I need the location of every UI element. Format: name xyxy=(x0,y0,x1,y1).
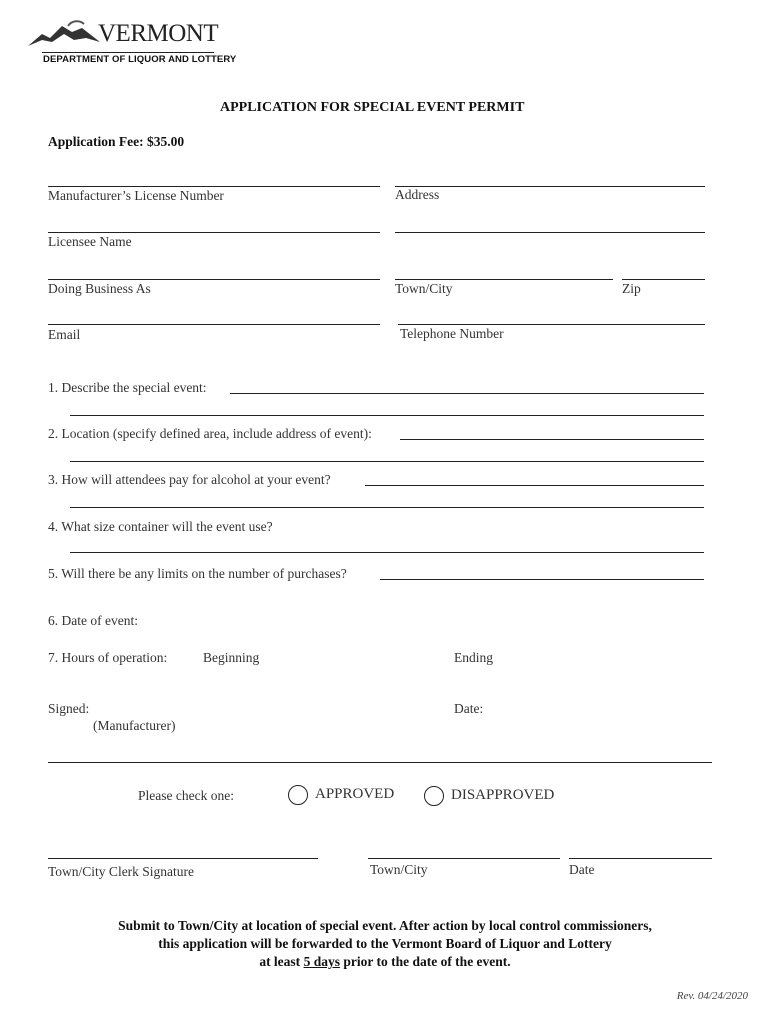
question-1-label: 1. Describe the special event: xyxy=(48,380,207,395)
question-3-label: 3. How will attendees pay for alcohol at your event? xyxy=(48,472,331,487)
doing-business-as-field[interactable] xyxy=(48,279,380,280)
telephone-field[interactable] xyxy=(398,324,705,325)
ending-label: Ending xyxy=(454,650,493,665)
disapproved-label: DISAPPROVED xyxy=(451,787,555,803)
footer-line-3-pre: at least xyxy=(259,954,304,969)
clerk-signature-field[interactable] xyxy=(48,858,318,859)
doing-business-as-label: Doing Business As xyxy=(48,281,151,296)
footer-line-3-post: prior to the date of the event. xyxy=(339,954,511,969)
manufacturer-label: (Manufacturer) xyxy=(93,718,176,733)
licensee-name-field[interactable] xyxy=(48,232,380,233)
zip-field[interactable] xyxy=(622,279,705,280)
page-title: APPLICATION FOR SPECIAL EVENT PERMIT xyxy=(220,100,525,115)
clerk-date-label: Date xyxy=(569,862,595,877)
date-label: Date: xyxy=(454,701,484,716)
manufacturer-license-label: Manufacturer’s License Number xyxy=(48,188,224,203)
logo-department: DEPARTMENT OF LIQUOR AND LOTTERY xyxy=(43,54,237,65)
signed-label: Signed: xyxy=(48,701,90,716)
email-field[interactable] xyxy=(48,324,380,325)
footer-line-1: Submit to Town/City at location of special event. After action by local control commissioners, xyxy=(118,918,652,933)
check-one-label: Please check one: xyxy=(138,788,234,803)
logo-wordmark: VERMONT xyxy=(98,20,219,47)
question-4-field[interactable] xyxy=(70,552,704,553)
clerk-town-city-field[interactable] xyxy=(368,858,560,859)
mountain-logo-icon xyxy=(28,18,100,48)
zip-label: Zip xyxy=(622,281,641,296)
footer-days: 5 days xyxy=(303,954,340,969)
town-city-field[interactable] xyxy=(395,279,613,280)
question-3-field[interactable] xyxy=(365,485,704,486)
manufacturer-license-field[interactable] xyxy=(48,186,380,187)
question-4-label: 4. What size container will the event use? xyxy=(48,519,273,534)
clerk-town-city-label: Town/City xyxy=(370,862,428,877)
clerk-signature-label: Town/City Clerk Signature xyxy=(48,864,195,879)
approved-radio[interactable] xyxy=(288,785,308,805)
question-7-label: 7. Hours of operation: xyxy=(48,650,168,665)
disapproved-radio[interactable] xyxy=(424,786,444,806)
beginning-label: Beginning xyxy=(203,650,260,665)
section-divider xyxy=(48,762,712,763)
question-6-label: 6. Date of event: xyxy=(48,613,138,628)
application-fee: Application Fee: $35.00 xyxy=(48,134,185,149)
town-city-label: Town/City xyxy=(395,281,453,296)
question-2-field-line-2[interactable] xyxy=(70,461,704,462)
telephone-label: Telephone Number xyxy=(400,326,504,341)
question-2-label: 2. Location (specify defined area, include address of event): xyxy=(48,426,372,441)
email-label: Email xyxy=(48,327,81,342)
question-1-field-line-2[interactable] xyxy=(70,415,704,416)
revision-date: Rev. 04/24/2020 xyxy=(676,990,748,1002)
question-1-field[interactable] xyxy=(230,393,704,394)
question-5-field[interactable] xyxy=(380,579,704,580)
address-label: Address xyxy=(395,187,440,202)
address-field[interactable] xyxy=(395,186,705,187)
licensee-name-label: Licensee Name xyxy=(48,234,132,249)
footer-line-2: this application will be forwarded to the Vermont Board of Liquor and Lottery xyxy=(158,936,612,951)
address-line-2-field[interactable] xyxy=(395,232,705,233)
question-5-label: 5. Will there be any limits on the number of purchases? xyxy=(48,566,347,581)
clerk-date-field[interactable] xyxy=(569,858,712,859)
question-3-field-line-2[interactable] xyxy=(70,507,704,508)
question-2-field[interactable] xyxy=(400,439,704,440)
footer-line-3 xyxy=(0,954,770,970)
approved-label: APPROVED xyxy=(315,786,395,802)
